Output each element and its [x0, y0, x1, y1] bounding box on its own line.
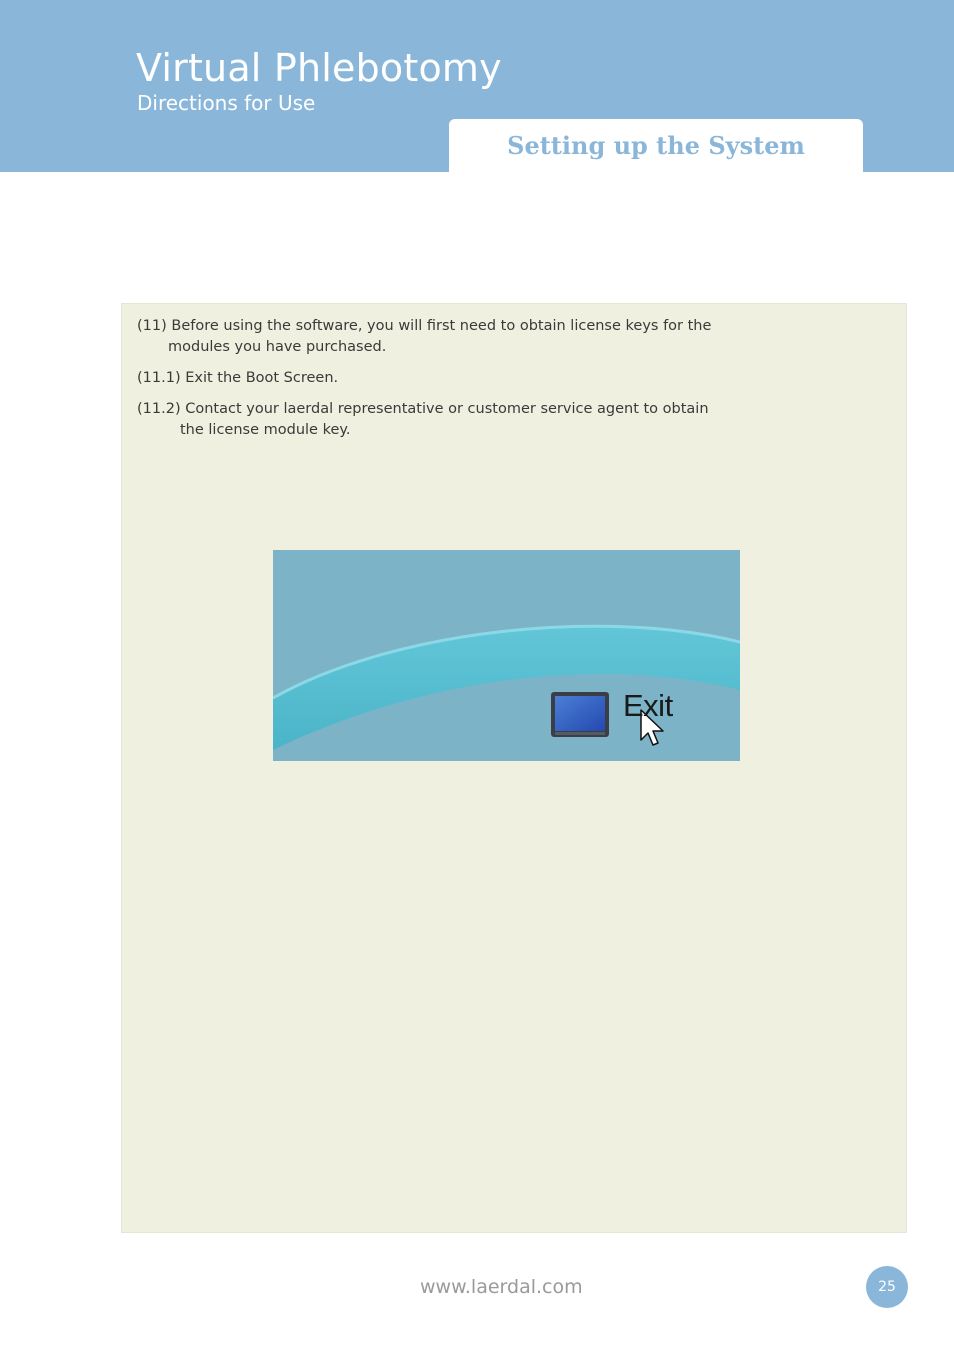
page-number-badge: 25 [866, 1266, 908, 1308]
footer-website-link[interactable]: www.laerdal.com [420, 1276, 583, 1298]
step-number: (11) [137, 318, 167, 334]
instruction-list [137, 316, 737, 451]
content-panel [121, 303, 907, 1233]
boot-screen-screenshot [273, 550, 740, 761]
step-text: Contact your laerdal representative or customer service agent to obtain [185, 401, 709, 417]
section-title: Setting up the System [507, 131, 805, 160]
instruction-step [137, 316, 737, 358]
page-header [0, 0, 954, 172]
step-text-continued: modules you have purchased. [168, 339, 387, 355]
section-tab [449, 119, 863, 172]
step-number: (11.1) [137, 370, 181, 386]
exit-button-label[interactable]: Exit [623, 688, 673, 723]
step-text-continued: the license module key. [180, 422, 351, 438]
instruction-step [137, 399, 737, 441]
document-title: Virtual Phlebotomy [136, 46, 502, 90]
instruction-step [137, 368, 737, 389]
step-text: Before using the software, you will first need to obtain license keys for the [171, 318, 712, 334]
document-subtitle: Directions for Use [137, 91, 316, 115]
step-number: (11.2) [137, 401, 181, 417]
boot-screen-background [273, 550, 740, 761]
monitor-icon[interactable] [551, 692, 609, 737]
step-text: Exit the Boot Screen. [185, 370, 339, 386]
